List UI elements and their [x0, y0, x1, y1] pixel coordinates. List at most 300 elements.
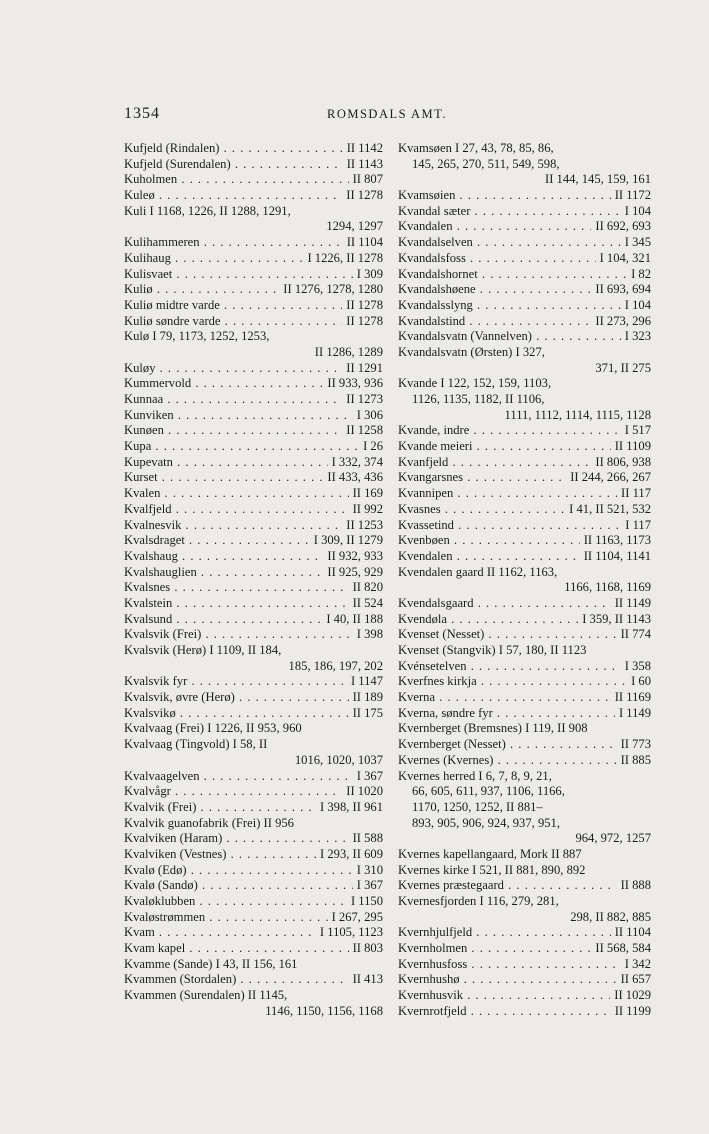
- entry-page-ref: I 332, 374: [328, 455, 383, 471]
- index-entry: [124, 737, 383, 753]
- entry-page-ref: II 657: [617, 972, 651, 988]
- index-entry: [124, 267, 383, 283]
- entry-page-ref: I 1105, 1123: [316, 925, 383, 941]
- entry-page-ref: II 1142: [343, 141, 383, 157]
- entry-text: Kvalen . . .: [124, 486, 383, 502]
- entry-page-ref: II 1163, 1173: [580, 533, 651, 549]
- entry-text: Kurset . . .: [124, 470, 383, 486]
- entry-text: Kvannipen . . .: [398, 486, 651, 502]
- index-entry-continuation: [398, 157, 651, 173]
- index-entry-continuation: [398, 172, 651, 188]
- entry-page-ref: I 41, II 521, 532: [565, 502, 651, 518]
- index-entry: [124, 314, 383, 330]
- index-entry: [398, 721, 651, 737]
- entry-page-ref: I 40, II 188: [322, 612, 383, 628]
- entry-page-ref: II 925, 929: [323, 565, 383, 581]
- index-entry: [124, 863, 383, 879]
- index-entry: [124, 204, 383, 220]
- entry-text: Kvernholmen . . .: [398, 941, 651, 957]
- entry-page-ref: II 1291: [342, 361, 383, 377]
- entry-page-ref: I 117: [621, 518, 651, 534]
- index-entry: [124, 408, 383, 424]
- index-entry: [398, 219, 651, 235]
- index-entry: [124, 565, 383, 581]
- entry-text: 964, 972, 1257: [575, 831, 651, 846]
- index-entry: [124, 674, 383, 690]
- index-entry: [398, 298, 651, 314]
- entry-text: Kvernrotfjeld . . .: [398, 1004, 651, 1020]
- index-entry: [398, 706, 651, 722]
- entry-page-ref: I 358: [621, 659, 651, 675]
- entry-text: Kvalnesvik . . .: [124, 518, 383, 534]
- entry-text: 1146, 1150, 1156, 1168: [265, 1003, 383, 1018]
- entry-text: Kvalvaagelven . . .: [124, 769, 383, 785]
- entry-text: Kvernhusvik . . .: [398, 988, 651, 1004]
- entry-page-ref: I 345: [621, 235, 651, 251]
- entry-text: Kvam . . .: [124, 925, 383, 941]
- entry-text: Kvandal sæter . . .: [398, 204, 651, 220]
- entry-text: Kulø I 79, 1173, 1252, 1253,: [124, 329, 270, 344]
- index-entry: [124, 251, 383, 267]
- entry-text: Kvenbøen . . .: [398, 533, 651, 549]
- entry-text: Kvangarsnes . . .: [398, 470, 651, 486]
- entry-text: Kvénsetelven . . .: [398, 659, 651, 675]
- index-entry-continuation: [398, 784, 651, 800]
- entry-page-ref: I 517: [621, 423, 651, 439]
- entry-page-ref: II 169: [349, 486, 383, 502]
- entry-page-ref: II 1104: [343, 235, 383, 251]
- index-entry: [124, 502, 383, 518]
- index-entry: [398, 549, 651, 565]
- entry-page-ref: II 1278: [342, 298, 383, 314]
- index-entry: [124, 361, 383, 377]
- entry-page-ref: I 398, II 961: [316, 800, 383, 816]
- entry-text: Kvernes (Kvernes) . . .: [398, 753, 651, 769]
- entry-page-ref: I 310: [353, 863, 383, 879]
- entry-page-ref: II 175: [349, 706, 383, 722]
- entry-text: Kvenset (Nesset) . . .: [398, 627, 651, 643]
- entry-text: Kvandalsfoss . . .: [398, 251, 651, 267]
- index-entry: [398, 565, 651, 581]
- entry-text: Kvammen (Stordalen) . . .: [124, 972, 383, 988]
- page-number: 1354: [124, 105, 160, 122]
- running-title: ROMSDALS AMT.: [327, 107, 447, 121]
- index-entry-continuation: [124, 753, 383, 769]
- entry-text: Kuløy . . .: [124, 361, 383, 377]
- index-entry: [124, 580, 383, 596]
- index-entry: [124, 549, 383, 565]
- entry-text: Kvasnes . . .: [398, 502, 651, 518]
- index-entry: [398, 376, 651, 392]
- index-entry: [124, 298, 383, 314]
- entry-page-ref: II 1104: [611, 925, 651, 941]
- index-entry: [124, 627, 383, 643]
- index-entry: [398, 141, 651, 157]
- entry-text: Kvassetind . . .: [398, 518, 651, 534]
- entry-page-ref: II 117: [617, 486, 651, 502]
- entry-text: Kupevatn . . .: [124, 455, 383, 471]
- index-entry-continuation: [398, 580, 651, 596]
- index-entry: [398, 188, 651, 204]
- index-entry: [398, 863, 651, 879]
- entry-text: Kvalvik (Frei) . . .: [124, 800, 383, 816]
- index-entry: [124, 721, 383, 737]
- entry-text: Kvalvaag (Frei) I 1226, II 953, 960: [124, 721, 302, 736]
- entry-page-ref: II 568, 584: [591, 941, 651, 957]
- entry-page-ref: I 60: [627, 674, 651, 690]
- index-entry: [398, 282, 651, 298]
- index-entry: [398, 345, 651, 361]
- entry-page-ref: II 773: [617, 737, 651, 753]
- index-entry: [398, 596, 651, 612]
- entry-text: Kvalsvik, øvre (Herø) . . .: [124, 690, 383, 706]
- entry-text: Kvalsvikø . . .: [124, 706, 383, 722]
- index-entry: [398, 612, 651, 628]
- entry-text: Kvandalsvatn (Vannelven) . . .: [398, 329, 651, 345]
- entry-text: 1111, 1112, 1114, 1115, 1128: [504, 407, 651, 422]
- entry-text: Kvalsund . . .: [124, 612, 383, 628]
- entry-text: Kvalsnes . . .: [124, 580, 383, 596]
- index-entry: [398, 267, 651, 283]
- index-entry: [124, 706, 383, 722]
- index-entry: [124, 188, 383, 204]
- entry-text: Kvandalen . . .: [398, 219, 651, 235]
- entry-text: Kvendalsgaard . . .: [398, 596, 651, 612]
- index-entry: [124, 533, 383, 549]
- entry-text: Kvernberget (Bremsnes) I 119, II 908: [398, 721, 588, 736]
- entry-text: 371, II 275: [595, 360, 651, 375]
- entry-page-ref: I 267, 295: [328, 910, 383, 926]
- entry-page-ref: I 1226, II 1278: [303, 251, 383, 267]
- index-entry-continuation: [398, 392, 651, 408]
- entry-text: Kulisvaet . . .: [124, 267, 383, 283]
- entry-text: 1126, 1135, 1182, II 1106,: [412, 392, 545, 406]
- entry-text: Kummervold . . .: [124, 376, 383, 392]
- entry-text: Kvandalsvatn (Ørsten) I 327,: [398, 344, 545, 359]
- entry-page-ref: I 104: [621, 298, 651, 314]
- entry-page-ref: II 1278: [342, 188, 383, 204]
- entry-page-ref: I 309, II 1279: [310, 533, 383, 549]
- entry-text: Kvamme (Sande) I 43, II 156, 161: [124, 956, 298, 971]
- index-entry: [398, 439, 651, 455]
- entry-text: Kvernberget (Nesset) . . .: [398, 737, 651, 753]
- index-entry: [124, 141, 383, 157]
- index-entry: [398, 737, 651, 753]
- entry-text: Kvaløklubben . . .: [124, 894, 383, 910]
- entry-page-ref: II 244, 266, 267: [566, 470, 651, 486]
- entry-page-ref: I 293, II 609: [316, 847, 383, 863]
- entry-page-ref: I 104: [621, 204, 651, 220]
- entry-text: Kulihaug . . .: [124, 251, 383, 267]
- index-entry: [124, 784, 383, 800]
- index-entry: [398, 518, 651, 534]
- entry-text: Kverna . . .: [398, 690, 651, 706]
- entry-text: Kvandalshornet . . .: [398, 267, 651, 283]
- index-entry: [398, 314, 651, 330]
- entry-text: Kuli I 1168, 1226, II 1288, 1291,: [124, 203, 291, 218]
- entry-text: Kverfnes kirkja . . .: [398, 674, 651, 690]
- entry-page-ref: II 1020: [342, 784, 383, 800]
- entry-text: Kvalsdraget . . .: [124, 533, 383, 549]
- entry-text: Kvernes præstegaard . . .: [398, 878, 651, 894]
- index-entry: [398, 204, 651, 220]
- entry-text: Kunøen . . .: [124, 423, 383, 439]
- entry-text: 1016, 1020, 1037: [294, 752, 383, 767]
- entry-text: Kvalø (Sandø) . . .: [124, 878, 383, 894]
- entry-page-ref: II 1109: [611, 439, 651, 455]
- entry-page-ref: I 342: [621, 957, 651, 973]
- entry-page-ref: II 1258: [342, 423, 383, 439]
- entry-page-ref: II 1276, 1278, 1280: [279, 282, 383, 298]
- index-entry-continuation: [398, 910, 651, 926]
- entry-page-ref: I 323: [621, 329, 651, 345]
- index-entry: [124, 470, 383, 486]
- index-entry: [124, 988, 383, 1004]
- entry-text: 1170, 1250, 1252, II 881–: [412, 799, 543, 814]
- entry-page-ref: II 524: [349, 596, 383, 612]
- entry-text: Kvalvaag (Tingvold) I 58, II: [124, 737, 268, 752]
- index-entry: [124, 831, 383, 847]
- index-entry: [124, 925, 383, 941]
- entry-text: Kunviken . . .: [124, 408, 383, 424]
- entry-page-ref: II 1199: [611, 1004, 651, 1020]
- entry-text: Kvamsøien . . .: [398, 188, 651, 204]
- entry-text: Kvendalen . . .: [398, 549, 651, 565]
- entry-page-ref: II 1143: [343, 157, 383, 173]
- entry-text: Kvande I 122, 152, 159, 1103,: [398, 376, 552, 391]
- entry-text: Kvendalen gaard II 1162, 1163,: [398, 564, 558, 579]
- entry-page-ref: II 189: [349, 690, 383, 706]
- entry-text: Kvamsøen I 27, 43, 78, 85, 86,: [398, 141, 554, 155]
- index-entry: [398, 659, 651, 675]
- entry-text: 185, 186, 197, 202: [288, 658, 383, 673]
- index-entry: [124, 518, 383, 534]
- index-entry-continuation: [398, 831, 651, 847]
- entry-text: Kverna, søndre fyr . . .: [398, 706, 651, 722]
- index-entry-continuation: [398, 408, 651, 424]
- page-header: [0, 105, 709, 127]
- entry-page-ref: I 1149: [615, 706, 651, 722]
- index-entry: [398, 753, 651, 769]
- entry-page-ref: II 433, 436: [323, 470, 383, 486]
- index-entry: [124, 612, 383, 628]
- entry-text: Kuliø søndre varde . . .: [124, 314, 383, 330]
- entry-page-ref: II 806, 938: [591, 455, 651, 471]
- entry-page-ref: II 992: [349, 502, 383, 518]
- entry-text: 893, 905, 906, 924, 937, 951,: [412, 815, 560, 830]
- entry-text: 1166, 1168, 1169: [564, 580, 651, 595]
- index-entry: [124, 392, 383, 408]
- index-entry-continuation: [398, 816, 651, 832]
- index-entry-continuation: [398, 800, 651, 816]
- entry-text: Kvernes herred I 6, 7, 8, 9, 21,: [398, 768, 552, 783]
- entry-text: Kufjeld (Rindalen) . . .: [124, 141, 383, 157]
- index-entry: [124, 957, 383, 973]
- index-entry-continuation: [398, 361, 651, 377]
- entry-text: Kvandalshøene . . .: [398, 282, 651, 298]
- index-entry: [398, 972, 651, 988]
- index-entry: [398, 925, 651, 941]
- entry-text: Kvernhushø . . .: [398, 972, 651, 988]
- entry-text: Kvaløstrømmen . . .: [124, 910, 383, 926]
- entry-page-ref: II 803: [349, 941, 383, 957]
- index-entry: [398, 941, 651, 957]
- entry-page-ref: I 309: [353, 267, 383, 283]
- entry-text: Kvalsvik (Herø) I 1109, II 184,: [124, 643, 282, 657]
- entry-page-ref: I 82: [627, 267, 651, 283]
- index-entry: [124, 376, 383, 392]
- entry-text: 1294, 1297: [326, 219, 383, 234]
- entry-text: Kufjeld (Surendalen) . . .: [124, 157, 383, 173]
- index-entry: [124, 941, 383, 957]
- index-entry: [398, 957, 651, 973]
- entry-page-ref: I 104, 321: [596, 251, 651, 267]
- index-entry: [398, 627, 651, 643]
- entry-text: Kuholmen . . .: [124, 172, 383, 188]
- entry-page-ref: II 933, 936: [323, 376, 383, 392]
- index-entry: [124, 690, 383, 706]
- entry-text: Kunnaa . . .: [124, 392, 383, 408]
- index-entry: [398, 1004, 651, 1020]
- entry-text: Kulihammeren . . .: [124, 235, 383, 251]
- index-entry: [398, 690, 651, 706]
- index-entry: [124, 439, 383, 455]
- entry-page-ref: I 398: [353, 627, 383, 643]
- index-entry: [124, 894, 383, 910]
- index-entry: [398, 894, 651, 910]
- index-entry: [398, 847, 651, 863]
- index-entry: [124, 847, 383, 863]
- index-entry: [124, 486, 383, 502]
- entry-page-ref: II 1149: [611, 596, 651, 612]
- entry-text: Kvalvågr . . .: [124, 784, 383, 800]
- entry-text: Kvalviken (Vestnes) . . .: [124, 847, 383, 863]
- index-entry: [398, 486, 651, 502]
- entry-text: 298, II 882, 885: [570, 909, 651, 924]
- entry-page-ref: II 1169: [611, 690, 651, 706]
- index-entry: [398, 423, 651, 439]
- index-entry: [398, 878, 651, 894]
- entry-text: Kuleø . . .: [124, 188, 383, 204]
- entry-page-ref: II 774: [617, 627, 651, 643]
- entry-text: Kvalø (Edø) . . .: [124, 863, 383, 879]
- index-entry: [124, 329, 383, 345]
- entry-text: 145, 265, 270, 511, 549, 598,: [412, 156, 560, 171]
- index-entry: [124, 816, 383, 832]
- entry-page-ref: II 1278: [342, 314, 383, 330]
- entry-page-ref: I 367: [353, 878, 383, 894]
- index-entry-continuation: [124, 659, 383, 675]
- entry-page-ref: I 367: [353, 769, 383, 785]
- entry-page-ref: II 588: [349, 831, 383, 847]
- index-entry-continuation: [124, 1004, 383, 1020]
- index-entry: [398, 455, 651, 471]
- index-entry: [124, 235, 383, 251]
- entry-text: Kvernhjulfjeld . . .: [398, 925, 651, 941]
- entry-text: Kvernes kirke I 521, II 881, 890, 892: [398, 862, 586, 877]
- entry-text: Kvalshauglien . . .: [124, 565, 383, 581]
- entry-page-ref: II 885: [617, 753, 651, 769]
- index-entry: [124, 282, 383, 298]
- entry-page-ref: I 26: [359, 439, 383, 455]
- entry-text: Kvandalsslyng . . .: [398, 298, 651, 314]
- entry-page-ref: II 888: [617, 878, 651, 894]
- entry-text: Kvalfjeld . . .: [124, 502, 383, 518]
- index-entry: [124, 596, 383, 612]
- index-column-left: [124, 141, 383, 1020]
- index-entry: [398, 769, 651, 785]
- entry-text: II 144, 145, 159, 161: [545, 172, 651, 187]
- index-entry: [398, 988, 651, 1004]
- index-entry: [124, 972, 383, 988]
- index-entry-continuation: [124, 345, 383, 361]
- entry-text: Kuliø . . .: [124, 282, 383, 298]
- entry-page-ref: I 1147: [347, 674, 383, 690]
- entry-text: Kvalshaug . . .: [124, 549, 383, 565]
- index-entry: [124, 910, 383, 926]
- entry-text: Kvalsvik (Frei) . . .: [124, 627, 383, 643]
- index-column-right: [398, 141, 651, 1020]
- index-entry: [398, 251, 651, 267]
- index-entry: [124, 172, 383, 188]
- entry-text: Kvernes kapellangaard, Mork II 887: [398, 846, 582, 861]
- index-entry: [398, 502, 651, 518]
- entry-page-ref: II 273, 296: [591, 314, 651, 330]
- entry-text: Kvandalselven . . .: [398, 235, 651, 251]
- entry-text: Kvanfjeld . . .: [398, 455, 651, 471]
- entry-page-ref: II 932, 933: [323, 549, 383, 565]
- entry-text: Kvernesfjorden I 116, 279, 281,: [398, 894, 559, 908]
- entry-page-ref: II 1172: [611, 188, 651, 204]
- entry-text: Kvenset (Stangvik) I 57, 180, II 1123: [398, 643, 587, 657]
- entry-text: Kvande, indre . . .: [398, 423, 651, 439]
- entry-page-ref: II 413: [349, 972, 383, 988]
- index-entry: [398, 533, 651, 549]
- entry-text: II 1286, 1289: [314, 344, 383, 359]
- entry-text: Kvernhusfoss . . .: [398, 957, 651, 973]
- entry-text: Kvalvik guanofabrik (Frei) II 956: [124, 815, 294, 830]
- index-entry: [124, 878, 383, 894]
- index-entry: [398, 235, 651, 251]
- entry-text: Kvande meieri . . .: [398, 439, 651, 455]
- entry-page-ref: II 1104, 1141: [580, 549, 651, 565]
- entry-text: Kvam kapel . . .: [124, 941, 383, 957]
- index-entry: [398, 470, 651, 486]
- entry-page-ref: II 1029: [610, 988, 651, 1004]
- index-entry: [124, 455, 383, 471]
- entry-text: Kupa . . .: [124, 439, 383, 455]
- entry-page-ref: II 1273: [342, 392, 383, 408]
- entry-text: 66, 605, 611, 937, 1106, 1166,: [412, 784, 565, 799]
- index-entry: [398, 643, 651, 659]
- entry-page-ref: I 306: [353, 408, 383, 424]
- entry-page-ref: II 693, 694: [591, 282, 651, 298]
- index-entry: [124, 643, 383, 659]
- index-entry-continuation: [124, 219, 383, 235]
- entry-page-ref: II 1253: [342, 518, 383, 534]
- index-entry: [124, 769, 383, 785]
- index-entry: [398, 674, 651, 690]
- entry-page-ref: II 692, 693: [591, 219, 651, 235]
- entry-text: Kvalsvik fyr . . .: [124, 674, 383, 690]
- index-entry: [124, 157, 383, 173]
- entry-text: Kvammen (Surendalen) II 1145,: [124, 988, 288, 1003]
- entry-text: Kvandalstind . . .: [398, 314, 651, 330]
- entry-text: Kuliø midtre varde . . .: [124, 298, 383, 314]
- entry-text: Kvalstein . . .: [124, 596, 383, 612]
- entry-text: Kvendøla . . .: [398, 612, 651, 628]
- entry-page-ref: II 807: [349, 172, 383, 188]
